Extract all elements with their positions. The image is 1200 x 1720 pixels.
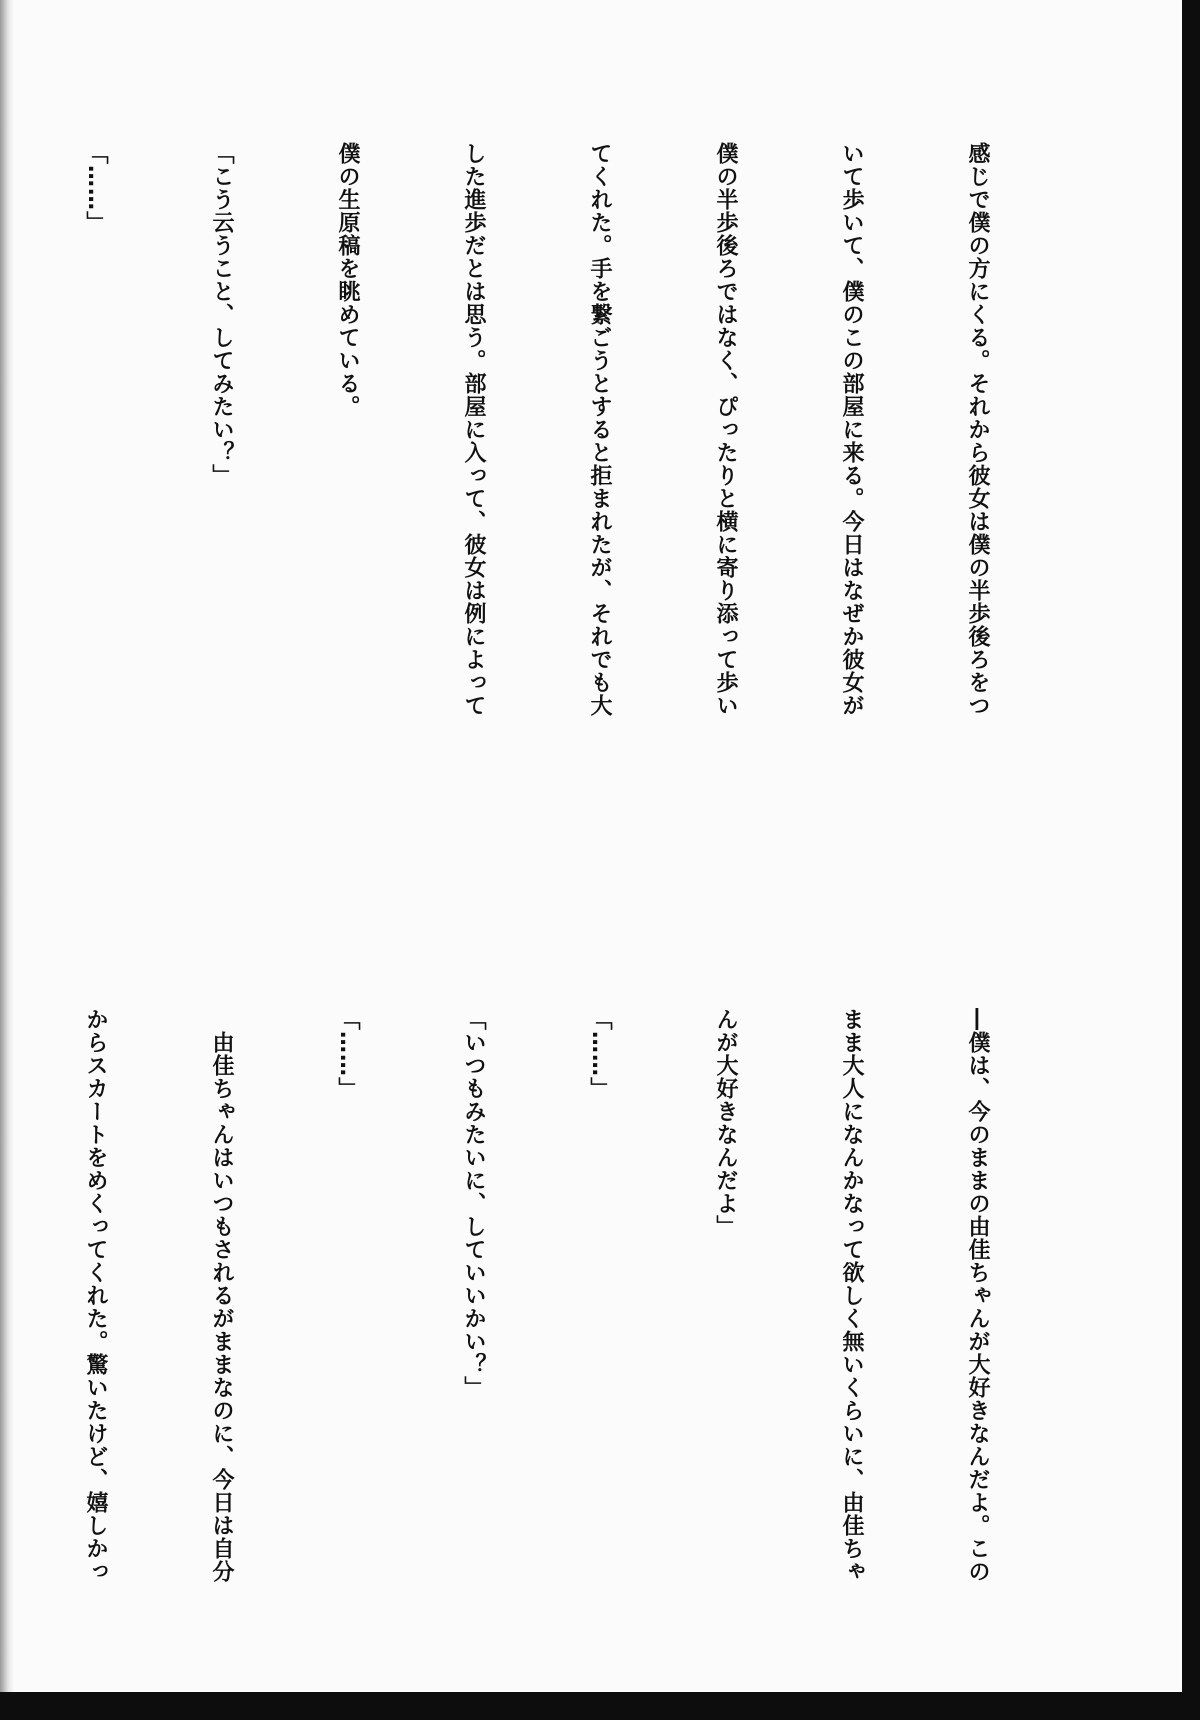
text-line: 由佳ちゃんはいつもされるがままなのに、今日は自分 xyxy=(209,1008,234,1583)
text-line: ―僕は、今のままの由佳ちゃんが大好きなんだよ。この xyxy=(965,1008,990,1583)
right-scan-edge xyxy=(1182,0,1200,1692)
text-line: 「……」 xyxy=(83,142,108,234)
text-line: いて歩いて、僕のこの部屋に来る。今日はなぜか彼女が xyxy=(839,142,864,717)
text-line: てくれた。手を繋ごうとすると拒まれたが、それでも大 xyxy=(587,142,612,717)
text-line: 感じで僕の方にくる。それから彼女は僕の半歩後ろをつ xyxy=(965,142,990,717)
text-line: 「こう云うこと、してみたい？」 xyxy=(209,142,234,487)
bottom-text-block xyxy=(0,1008,1082,1598)
text-line: まま大人になんかなって欲しく無いくらいに、由佳ちゃ xyxy=(839,1008,864,1583)
text-line: 僕の半歩後ろではなく、ぴったりと横に寄り添って歩い xyxy=(713,142,738,717)
top-text-block xyxy=(0,142,1082,822)
text-line: 「……」 xyxy=(587,1008,612,1100)
text-line: した進歩だとは思う。部屋に入って、彼女は例によって xyxy=(461,142,486,717)
text-line: 「……」 xyxy=(335,1008,360,1100)
text-line: んが大好きなんだよ」 xyxy=(713,1008,738,1238)
text-line: からスカートをめくってくれた。驚いたけど、嬉しかっ xyxy=(83,1008,108,1583)
bottom-scan-edge xyxy=(0,1692,1200,1720)
text-line: 「いつもみたいに、していいかい？」 xyxy=(461,1008,486,1399)
text-line: 僕の生原稿を眺めている。 xyxy=(335,142,360,418)
